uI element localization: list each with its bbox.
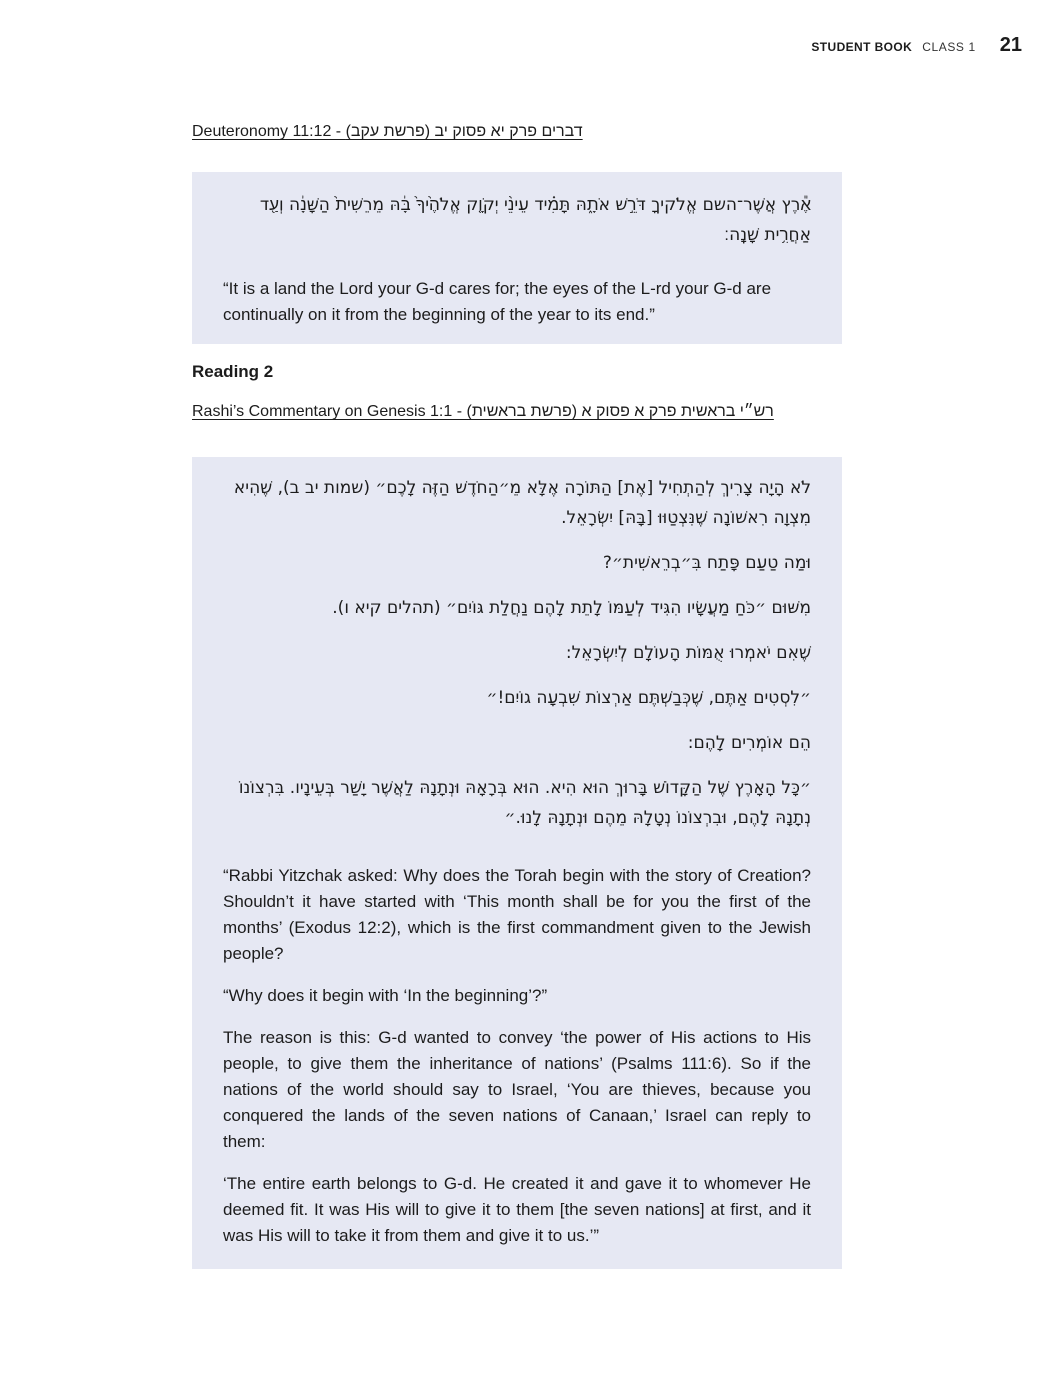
reading2-source: Rashi’s Commentary on Genesis 1:1 - רש״י בראשית פרק א פסוק א (פרשת בראשית) xyxy=(192,403,774,420)
reading1-source: Deuteronomy 11:12 - דברים פרק יא פסוק יב (פרשת עקב) xyxy=(192,123,583,140)
class-label: CLASS 1 xyxy=(922,40,976,54)
reading1-english: “It is a land the Lord your G-d cares for; the eyes of the L-rd your G-d are continually on it from the beginning of the year to its end.” xyxy=(223,279,772,324)
page-header xyxy=(811,34,1022,57)
reading2-hebrew-line: מִשּׁוּם ״כֹּחַ מַעֲשָׂיו הִגִּיד לְעַמּוֹ לָתֵת לָהֶם נַחֲלַת גּוֹיִם״ (תהלים קיא ו). xyxy=(332,598,811,618)
book-title: STUDENT BOOK xyxy=(811,40,913,54)
reading2-hebrew-line: ״כָּל הָאָרֶץ שֶׁל הַקָּדוֹשׁ בָּרוּךְ הוּא הִיא. הוּא בְּרָאָהּ וּנְתָנָהּ לַאֲשֶׁר יָשַׁר בְּעֵינָיו. בִּרְצוֹנוֹ נְתָנָהּ לָהֶם, וּבִרְצוֹנוֹ נְטָלָהּ מֵהֶם וּנְתָנָהּ לָנוּ.״ xyxy=(238,778,811,828)
page-content xyxy=(192,122,842,1269)
reading2-hebrew-line: וּמַה טַעַם פָּתַח בִּ״בְרֵאשִׁית״? xyxy=(602,553,811,573)
reading2-hebrew-line: לֹא הָיָה צָרִיךְ לְהַתְחִיל [אֶת] הַתּוֹרָה אֶלָּא מֵ״הַחֹדֶשׁ הַזֶּה לָכֶם״ (שמות יב ב), שֶׁהִיא מִצְוָה רִאשׁוֹנָה שֶׁנִּצְטַוּוּ [בָּהּ] יִשְׂרָאֵל. xyxy=(233,478,811,528)
reading2-english-paragraph: ‘The entire earth belongs to G-d. He created it and gave it to whomever He deemed fit. It was His will to give it to them [the seven nations] at first, and it was His will to take it from them and give it to us.’” xyxy=(223,1174,811,1245)
reading2-quote-box xyxy=(192,457,842,1269)
reading1-quote-box xyxy=(192,172,842,344)
reading2-hebrew-line: שֶׁאִם יֹאמְרוּ אֻמּוֹת הָעוֹלָם לְיִשְׂרָאֵל: xyxy=(565,643,811,663)
reading2-english-paragraph: “Rabbi Yitzchak asked: Why does the Torah begin with the story of Creation? Shouldn’t it have started with ‘This month shall be for you the first of the months’ (Exodus 12:2), which is the first commandment given to the Jewish people? xyxy=(223,866,811,963)
reading1-hebrew: אֶ֕רֶץ אֲשֶׁר־השם אֱלֹקיךָ דֹּרֵ֣שׁ אֹתָ֑הּ תָּמִ֗יד עֵינֵ֨י יְקֹוָ֤ק אֱלֹהֶ֙יךָ֙ בָּ֔הּ מֵרֵשִׁית֙ הַשָּׁנָ֔ה וְעַ֖ד אַחֲרִ֥ית שָׁנָֽה׃ xyxy=(259,195,811,245)
reading2-hebrew-line: הֵם אוֹמְרִים לָהֶם: xyxy=(687,733,811,753)
reading2-english-paragraph: “Why does it begin with ‘In the beginning’?” xyxy=(223,986,548,1005)
page-number: 21 xyxy=(999,34,1022,56)
reading2-hebrew-line: ״לִסְטִים אַתֶּם, שֶׁכְּבַשְׁתֶּם אַרְצוֹת שִׁבְעָה גוֹיִם!״ xyxy=(486,688,811,708)
reading2-english-paragraph: The reason is this: G-d wanted to convey ‘the power of His actions to His people, to give them the inheritance of nations’ (Psalms 111:6). So if the nations of the world should say to Israel, ‘You are thieves, because you conquered the lands of the seven nations of Canaan,’ Israel can reply to them: xyxy=(223,1028,811,1151)
reading2-heading: Reading 2 xyxy=(192,362,274,381)
